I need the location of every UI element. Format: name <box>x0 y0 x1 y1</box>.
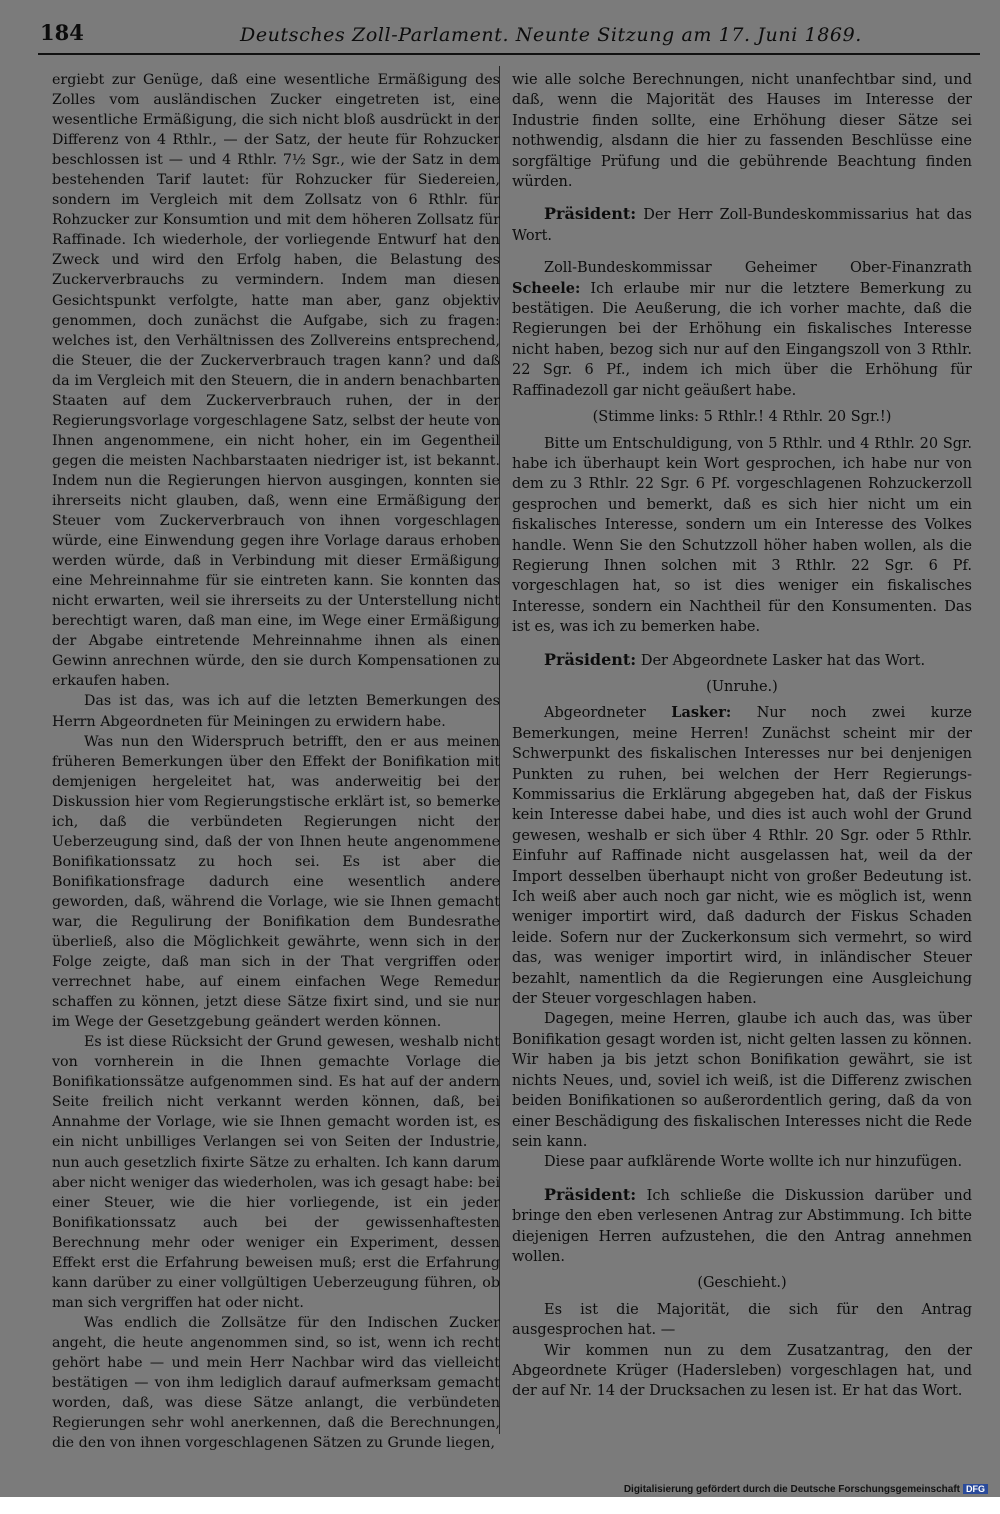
interjection: (Geschieht.) <box>697 1275 787 1292</box>
paragraph: Bitte um Entschuldigung, von 5 Rthlr. und 4 Rthlr. 20 Sgr. habe ich überhaupt kein Wort gesprochen, ich habe nur von dem zu 3 Rthlr. 22 Sgr. 6 Pf. vorgeschlagenen Rohzuckerzoll gesprochen und bemerkt, daß es sich hier nicht um ein fiskalisches Interesse, sondern um ein Interesse des Volkes handle. Wenn Sie den Schutzzoll höher haben wollen, als die Regierung Ihnen solchen mit 3 Rthlr. 22 Sgr. 6 Pf. vorgeschlagen hat, so ist dies weniger ein fiskalisches Interesse, sondern ein Nachtheil für den Konsumenten. Das ist es, was ich zu bemerken habe. <box>512 435 972 636</box>
speech-text: Nur noch zwei kurze Bemerkungen, meine Herren! Zunächst scheint mir der Schwerpunkt des fiskalischen Interesses nur bei denjenigen Punkten zu ruhen, bei welchen der Herr Regierungs-Kommissarius die Erklärung abgegeben hat, daß der Fiskus kein Interesse dabei habe, und dies ist auch wohl der Grund gewesen, weshalb er sich über 4 Rthlr. 20 Sgr. oder 5 Rthlr. Einfuhr auf Raffinade nicht ausgelassen hat, weil da der Import desselben überhaupt nicht von großer Bedeutung ist. Ich weiß aber auch noch gar nicht, wie es möglich ist, wenn weniger importirt wird, daß dadurch der Fiskus Schaden leide. Sofern nur der Zuckerkonsum sich vermehrt, so wird das, was weniger importirt wird, in inländischer Steuer bezahlt, namentlich da die Regierungen eine Ausgleichung der Steuer vorgeschlagen haben. <box>512 705 972 1008</box>
paragraph: Das ist das, was ich auf die letzten Bemerkungen des Herrn Abgeordneten für Meiningen zu erwidern habe. <box>52 693 500 730</box>
paragraph: Diese paar aufklärende Worte wollte ich nur hinzufügen. <box>544 1154 963 1171</box>
speech <box>512 1185 972 1268</box>
footer-text: Digitalisierung gefördert durch die Deutsche Forschungsgemeinschaft <box>623 1484 960 1495</box>
speech <box>512 204 972 246</box>
running-title: Deutsches Zoll-Parlament. Neunte Sitzung am 17. Juni 1869. <box>240 24 862 46</box>
speech <box>512 650 972 671</box>
speaker-name: Lasker: <box>671 704 732 722</box>
paragraph: Was nun den Widerspruch betrifft, den er aus meinen früheren Bemerkungen über den Effekt der Bonifikation mit demjenigen hergeleitet hat, was anderweitig bei der Diskussion hier vom Regierungstische erklärt ist, so bemerke ich, daß die verbündeten Regierungen nicht der Ueberzeugung sind, daß der von Ihnen heute angenommene Bonifikationssatz zu hoch sei. Es ist aber die Bonifikationsfrage dadurch eine wesentlich andere geworden, daß, während die Vorlage, wie sie Ihnen gemacht war, die Regulirung der Bonifikation dem Bundesrathe überließ, also die Möglichkeit gewährte, wenn sich in der Folge zeigte, daß man sich in der That vergriffen oder verrechnet habe, auf einem einfachen Wege Remedur schaffen zu können, jetzt diese Sätze fixirt sind, und sie nur im Wege der Gesetzgebung geändert werden können. <box>52 733 500 1031</box>
speech <box>512 703 972 1009</box>
dfg-logo: DFG <box>963 1484 988 1494</box>
speaker-name: Scheele: <box>512 279 581 297</box>
speech-text: Der Abgeordnete Lasker hat das Wort. <box>640 652 926 669</box>
speech-text: Ich schließe die Diskussion darüber und bringe den eben verlesenen Antrag zur Abstimmung. Ich bitte diejenigen Herren aufzustehen, die den Antrag annehmen wollen. <box>512 1187 973 1265</box>
left-column <box>52 70 500 1453</box>
speaker-name: Präsident: <box>544 1184 637 1204</box>
header-rule <box>38 53 980 55</box>
speech-text: Der Herr Zoll-Bundeskommissarius hat das Wort. <box>512 207 972 244</box>
speaker-title: Zoll-Bundeskommissar Geheimer Ober-Finanzrath <box>544 260 972 277</box>
page-number: 184 <box>40 20 84 45</box>
right-column <box>512 70 972 1402</box>
paragraph: Was endlich die Zollsätze für den Indischen Zucker angeht, die heute angenommen sind, so ist, wenn ich recht gehört habe — und mein Herr Nachbar wird das vielleicht bestätigen — von ihm lediglich darauf aufmerksam gemacht worden, daß, was diese Sätze anlangt, die verbündeten Regierungen sehr wohl anerkennen, daß die Berechnungen, die den von ihnen vorgeschlagenen Sätzen zu Grunde liegen, <box>52 1314 500 1452</box>
page-header <box>40 14 980 54</box>
speech-text: Ich erlaube mir nur die letztere Bemerkung zu bestätigen. Die Aeußerung, die ich vorher machte, daß die Regierungen bei der Erhöhung ein fiskalisches Interesse nicht haben, bezog sich nur auf den Eingangszoll von 3 Rthlr. 22 Sgr. 6 Pf., indem ich mich über die Erhöhung für Raffinadezoll gar nicht geäußert habe. <box>512 280 973 399</box>
footer-credit <box>624 1484 988 1495</box>
speaker-name: Präsident: <box>544 204 637 224</box>
interjection: (Stimme links: 5 Rthlr.! 4 Rthlr. 20 Sgr.!) <box>592 409 892 426</box>
paragraph: Es ist diese Rücksicht der Grund gewesen, weshalb nicht von vornherein in die Ihnen gemachte Vorlage die Bonifikationssätze aufgenommen sind. Es hat auf der andern Seite freilich nicht verkannt werden können, daß, bei Annahme der Vorlage, wie sie Ihnen gemacht worden ist, es ein nicht unbilliges Verlangen sei von Seiten der Industrie, nun auch gesetzlich fixirte Sätze zu erhalten. Ich kann darum aber nicht weniger das wiederholen, was ich gesagt habe: bei einer Steuer, wie die hier vorliegende, ist ein jeder Bonifikationssatz auch bei der gewissenhaftesten Berechnung mehr oder weniger ein Experiment, dessen Effekt erst die Erfahrung beweisen muß; erst die Erfahrung kann darüber zu einer vollgültigen Ueberzeugung führen, ob man sich vergriffen hat oder nicht. <box>52 1034 500 1311</box>
paragraph: wie alle solche Berechnungen, nicht unanfechtbar sind, und daß, wenn die Majorität des Hauses im Interesse der Industrie finden sollte, eine Erhöhung dieser Sätze sei nothwendig, alsdann die hier zu fassenden Beschlüsse eine sorgfältige Prüfung und die gebührende Beachtung finden würden. <box>512 72 972 191</box>
speaker-name: Präsident: <box>544 649 637 669</box>
speaker-title: Abgeordneter <box>544 705 646 722</box>
paragraph: Wir kommen nun zu dem Zusatzantrag, den der Abgeordnete Krüger (Hadersleben) vorgeschlagen hat, und der auf Nr. 14 der Drucksachen zu lesen ist. Er hat das Wort. <box>512 1342 972 1400</box>
paragraph: ergiebt zur Genüge, daß eine wesentliche Ermäßigung des Zolles vom ausländischen Zucker eingetreten ist, eine wesentliche Ermäßigung, die sich nicht bloß ausdrückt in der Differenz von 4 Rthlr., — der Satz, der heute für Rohzucker beschlossen ist — und 4 Rthlr. 7½ Sgr., wie der Satz in dem bestehenden Tarif lautet: für Rohzucker für Siedereien, sondern im Vergleich mit dem Zollsatz von 6 Rthlr. für Rohzucker zur Konsumtion und mit dem höheren Zollsatz für Raffinade. Ich wiederhole, der vorliegende Entwurf hat den Zweck und wird den Erfolg haben, die Belastung des Zuckerverbrauchs zu vermindern. Indem man diesen Gesichtspunkt verfolgte, hatte man aber, ganz objektiv genommen, doch zunächst die Aufgabe, sich zu fragen: welches ist, den Verhältnissen des Zollvereins entsprechend, die Steuer, die der Zuckerverbrauch tragen kann? und daß da im Vergleich mit den Steuern, die in andern benachbarten Staaten auf dem Zuckerverbrauch ruhen, der in der Regierungsvorlage vorgeschlagene Satz, selbst der heute von Ihnen angenommene, ein nicht hoher, ein im Gegentheil gegen die meisten Nachbarstaaten niedriger ist, ist bekannt. Indem nun die Regierungen hiervon ausgingen, konnten sie ihrerseits nicht glauben, daß, wenn eine Ermäßigung der Steuer vom Zuckerverbrauch von ihnen vorgeschlagen würde, eine Einwendung gegen ihre Vorlage daraus erhoben werden würde, daß in Verbindung mit dieser Ermäßigung eine Mehreinnahme für sie eintreten kann. Sie konnten das nicht erwarten, weil sie ihrerseits zu der Unterstellung nicht berechtigt waren, daß man eine, im Wege einer Ermäßigung der Abgabe eintretende Mehreinnahme ihnen als einen Gewinn anrechnen würde, den sie durch Kompensationen zu erkaufen haben. <box>52 72 500 690</box>
paragraph: Dagegen, meine Herren, glaube ich auch das, was über Bonifikation gesagt worden ist, nicht gelten lassen zu können. Wir haben ja bis jetzt schon Bonifikation gewährt, sie ist nichts Neues, und, soviel ich weiß, ist die Differenz zwischen beiden Bonifikationen so außerordentlich gering, daß da von einer Beschädigung des fiskalischen Interesses nicht die Rede sein kann. <box>512 1011 972 1150</box>
interjection: (Unruhe.) <box>706 678 778 695</box>
speech <box>512 258 972 401</box>
paragraph: Es ist die Majorität, die sich für den Antrag ausgesprochen hat. — <box>512 1301 972 1339</box>
